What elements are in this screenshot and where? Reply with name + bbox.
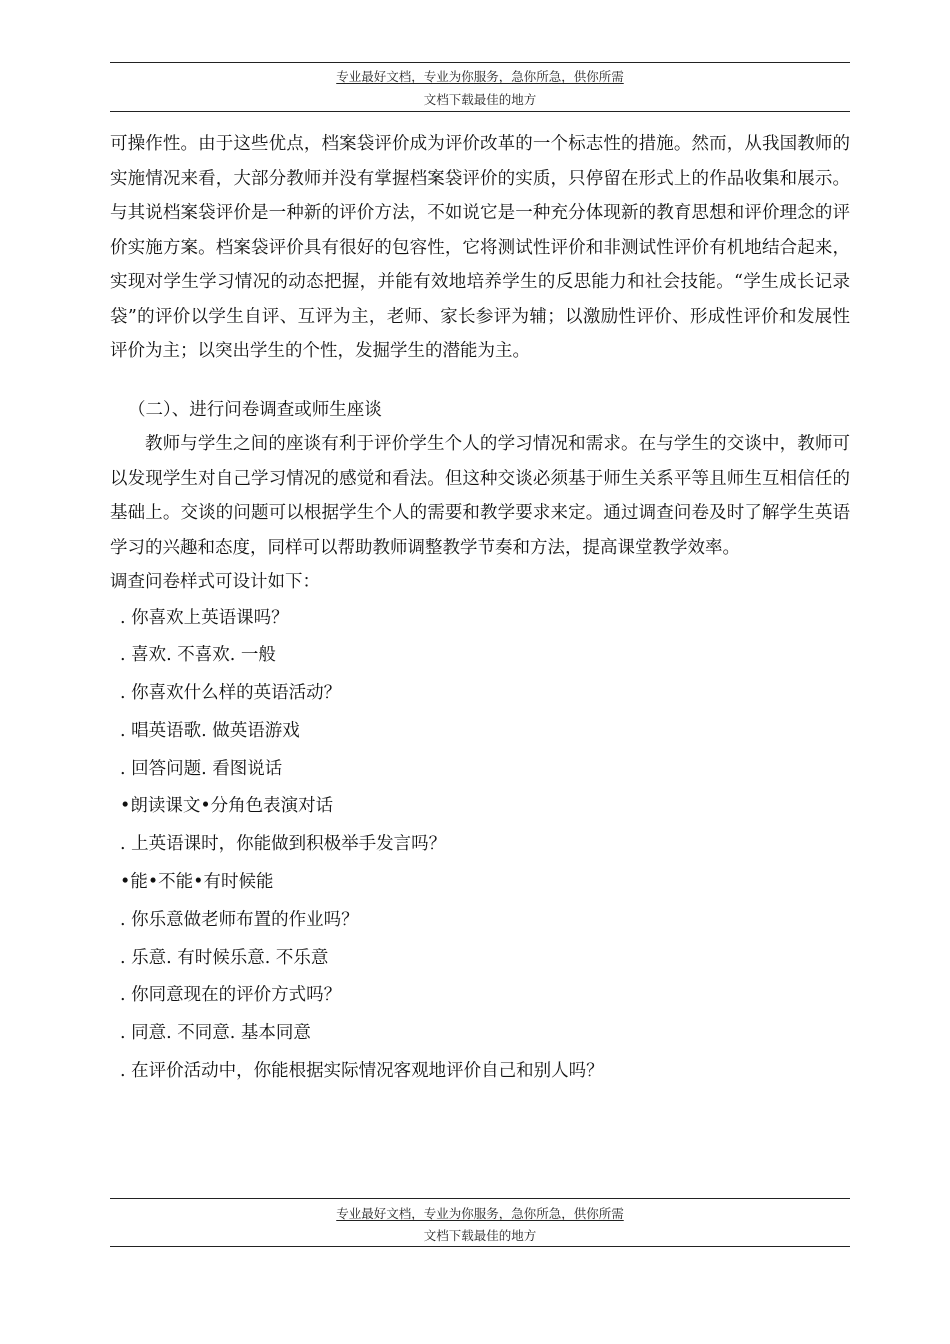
list-item: . 上英语课时，你能做到积极举手发言吗？ [120, 834, 447, 855]
list-item: . 喜欢. 不喜欢. 一般 [120, 645, 276, 666]
footer-top-rule [110, 1198, 850, 1199]
list-item: . 同意. 不同意. 基本同意 [120, 1023, 311, 1044]
survey-intro: 调查问卷样式可设计如下： [110, 572, 320, 592]
header-bottom-rule [110, 111, 850, 112]
header-top-rule [110, 62, 850, 63]
list-item: . 回答问题. 看图说话 [120, 758, 283, 779]
header-subtitle: 文档下载最佳的地方 [423, 92, 537, 107]
footer-subtitle: 文档下载最佳的地方 [423, 1228, 537, 1243]
header-slogan: 专业最好文档，专业为你服务，急你所急，供你所需 [336, 69, 624, 84]
list-item: . 你乐意做老师布置的作业吗？ [120, 909, 359, 930]
section-heading: （二）、进行问卷调查或师生座谈 [128, 399, 382, 420]
survey-list [110, 600, 850, 1091]
list-item: . 乐意. 有时候乐意. 不乐意 [120, 947, 329, 968]
list-item: . 你喜欢什么样的英语活动？ [120, 683, 342, 704]
footer-slogan: 专业最好文档，专业为你服务，急你所急，供你所需 [336, 1206, 624, 1221]
list-item: . 你喜欢上英语课吗？ [120, 607, 289, 628]
paragraph-portfolio-evaluation: 可操作性。由于这些优点，档案袋评价成为评价改革的一个标志性的措施。然而，从我国教师的实施情况来看，大部分教师并没有掌握档案袋评价的实质，只停留在形式上的作品收集和展示。与其说档案袋评价是一种新的评价方法，不如说它是一种充分体现新的教育思想和评价理念的评价实施方案。档案袋评价具有很好的包容性，它将测试性评价和非测试性评价有机地结合起来，实现对学生学习情况的动态把握，并能有效地培养学生的反思能力和社会技能。“学生成长记录袋”的评价以学生自评、互评为主，老师、家长参评为辅；以激励性评价、形成性评价和发展性评价为主；以突出学生的个性，发掘学生的潜能为主。 [110, 134, 850, 361]
paragraph-teacher-student-talk: 教师与学生之间的座谈有利于评价学生个人的学习情况和需求。在与学生的交谈中，教师可以发现学生对自己学习情况的感觉和看法。但这种交谈必须基于师生关系平等且师生互相信任的基础上。交谈的问题可以根据学生个人的需要和教学要求来定。通过调查问卷及时了解学生英语学习的兴趣和态度，同样可以帮助教师调整教学节奏和方法，提高课堂教学效率。 [110, 434, 850, 558]
list-item: . 你同意现在的评价方式吗？ [120, 985, 342, 1006]
document-body [110, 127, 850, 1091]
footer-bottom-rule [110, 1246, 850, 1247]
list-item: •能•不能•有时候能 [120, 872, 274, 893]
list-item: . 在评价活动中，你能根据实际情况客观地评价自己和别人吗？ [120, 1061, 604, 1082]
list-item: . 唱英语歌. 做英语游戏 [120, 720, 300, 741]
list-item: •朗读课文•分角色表演对话 [120, 796, 334, 817]
